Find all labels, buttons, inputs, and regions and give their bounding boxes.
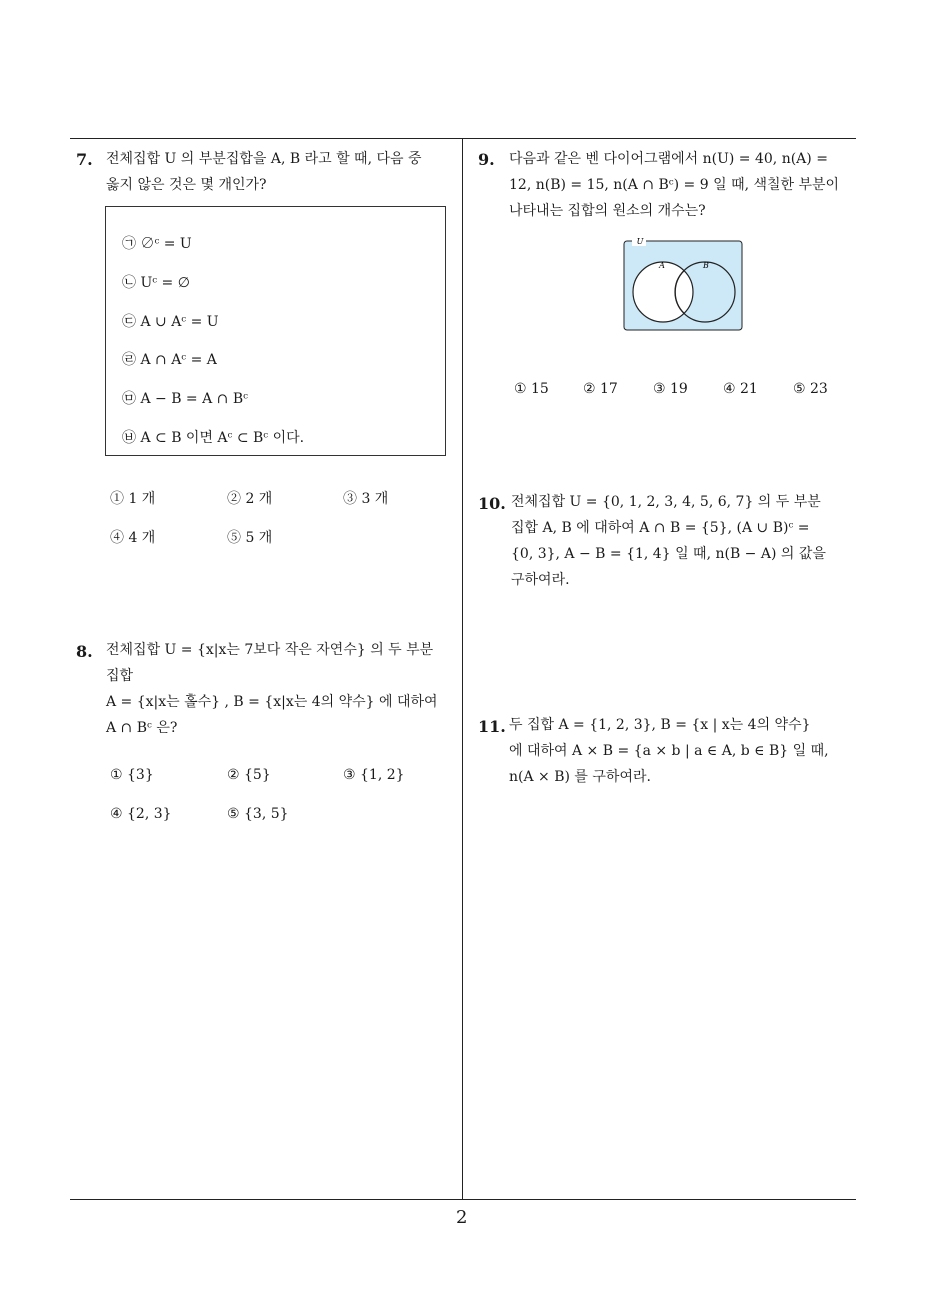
question-line: n(A × B) 를 구하여라. [509,769,651,785]
answer-choice[interactable]: ⑤ 5 개 [227,530,273,546]
question-line: 12, n(B) = 15, n(A ∩ Bᶜ) = 9 일 때, 색칠한 부분이 [509,177,840,193]
venn-diagram [622,238,746,334]
answer-choice[interactable]: ① 15 [514,381,549,397]
statement-item: ㉠ ∅ᶜ = U [122,236,192,252]
answer-choice[interactable]: ④ 21 [723,381,758,397]
answer-choice[interactable]: ⑤ 23 [793,381,828,397]
question-number: 11. [478,717,506,736]
question-text [511,489,826,593]
question-line: {0, 3}, A − B = {1, 4} 일 때, n(B − A) 의 값을 [511,546,826,562]
answer-choice[interactable]: ② 17 [583,381,618,397]
question-line: 집합 A, B 에 대하여 A ∩ B = {5}, (A ∪ B)ᶜ = [511,520,810,536]
answer-choice[interactable]: ④ 4 개 [110,530,156,546]
statement-item: ㉢ A ∪ Aᶜ = U [122,314,219,330]
universe-label: U [636,238,644,246]
question-line: 나타내는 집합의 원소의 개수는? [509,203,706,219]
statement-item: ㉤ A − B = A ∩ Bᶜ [122,391,248,407]
answer-choice[interactable]: ⑤ {3, 5} [227,806,289,822]
answer-choice[interactable]: ① 1 개 [110,491,156,507]
question-line: 전체집합 U = {x|x는 7보다 작은 자연수} 의 두 부분 [106,642,434,658]
answer-choice[interactable]: ② 2 개 [227,491,273,507]
question-line: 두 집합 A = {1, 2, 3}, B = {x | x는 4의 약수} [509,717,811,733]
question-number: 7. [76,150,93,169]
question-line: A = {x|x는 홀수} , B = {x|x는 4의 약수} 에 대하여 [106,694,438,710]
answer-choice[interactable]: ② {5} [227,767,271,783]
answer-choice[interactable]: ④ {2, 3} [110,806,172,822]
question-line: 전체집합 U 의 부분집합을 A, B 라고 할 때, 다음 중 [106,151,422,167]
set-a-label: A [659,261,665,270]
statement-item: ㉡ Uᶜ = ∅ [122,275,190,291]
question-text [106,637,438,741]
question-line: 구하여라. [511,572,570,588]
answer-choice[interactable]: ① {3} [110,767,154,783]
question-line: A ∩ Bᶜ 은? [106,720,178,736]
question-line: 에 대하여 A × B = {a × b | a ∈ A, b ∈ B} 일 때, [509,743,829,759]
answer-choice[interactable]: ③ 3 개 [343,491,389,507]
set-b-label: B [703,261,709,270]
question-number: 9. [478,150,495,169]
question-text [509,712,829,790]
question-line: 옳지 않은 것은 몇 개인가? [106,177,267,193]
statement-item: ㉣ A ∩ Aᶜ = A [122,352,217,368]
question-number: 10. [478,494,506,513]
question-line: 다음과 같은 벤 다이어그램에서 n(U) = 40, n(A) = [509,151,828,167]
question-line: 집합 [106,668,134,684]
answer-choice[interactable]: ③ {1, 2} [343,767,405,783]
question-number: 8. [76,642,93,661]
page-number: 2 [456,1207,468,1228]
question-text [106,146,422,198]
question-line: 전체집합 U = {0, 1, 2, 3, 4, 5, 6, 7} 의 두 부분 [511,494,821,510]
question-text [509,146,839,224]
column-divider [462,139,463,1200]
top-rule [70,138,856,139]
statement-item: ㉥ A ⊂ B 이면 Aᶜ ⊂ Bᶜ 이다. [122,430,305,446]
bottom-rule [70,1199,856,1200]
answer-choice[interactable]: ③ 19 [653,381,688,397]
